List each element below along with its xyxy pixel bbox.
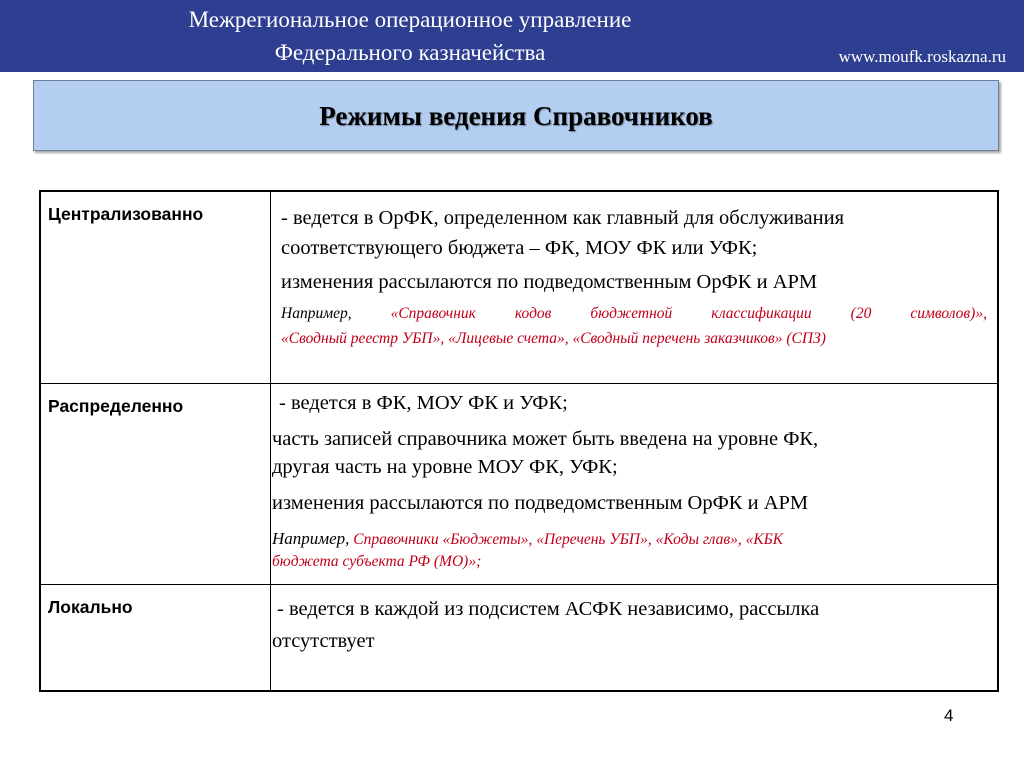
- example-word: кодов: [514, 305, 552, 322]
- row-label: Локально: [48, 597, 133, 617]
- header-org-line1: Межрегиональное операционное управление: [188, 7, 632, 32]
- row-label: Централизованно: [48, 204, 204, 224]
- content-line: соответствующего бюджета – ФК, МОУ ФК или УФК;: [281, 237, 758, 259]
- example-prefix: Например,: [281, 305, 352, 322]
- content-line: другая часть на уровне МОУ ФК, УФК;: [272, 456, 618, 478]
- slide-title: Режимы ведения Справочников: [319, 101, 713, 131]
- content-line: - ведется в ОрФК, определенном как главный для обслуживания: [281, 207, 845, 229]
- row-label: Распределенно: [48, 396, 184, 416]
- slide-header: [0, 0, 1024, 72]
- title-box: [33, 80, 999, 151]
- example-word: классификации: [711, 305, 812, 322]
- content-line: - ведется в каждой из подсистем АСФК независимо, рассылка: [277, 598, 820, 620]
- row-label-cell: [41, 192, 271, 383]
- table-row-local: [41, 585, 997, 690]
- row-label-cell: [41, 585, 271, 690]
- table-row-distributed: [41, 384, 997, 585]
- example-word: символов)»,: [910, 305, 987, 322]
- example-text: «Сводный реестр УБП», «Лицевые счета», «Сводный перечень заказчиков» (СПЗ): [281, 330, 826, 347]
- row-label-cell: [41, 384, 271, 584]
- row-content-cell: [271, 585, 997, 690]
- example-line: [281, 304, 987, 324]
- content-line: отсутствует: [272, 630, 375, 652]
- example-text: бюджета субъекта РФ (МО)»;: [272, 553, 482, 570]
- page-number: 4: [944, 706, 954, 725]
- content-line: - ведется в ФК, МОУ ФК и УФК;: [279, 392, 568, 414]
- example-line: [272, 529, 783, 550]
- row-content-cell: [271, 192, 997, 383]
- content-line: часть записей справочника может быть введена на уровне ФК,: [272, 428, 819, 450]
- header-org-line2: Федерального казначейства: [274, 40, 546, 65]
- content-line: изменения рассылаются по подведомственным ОрФК и АРМ: [281, 271, 818, 293]
- example-word: бюджетной: [590, 305, 673, 322]
- example-word: (20: [850, 305, 872, 322]
- header-url[interactable]: www.moufk.roskazna.ru: [838, 47, 1006, 66]
- table-row-centralized: [41, 192, 997, 384]
- example-text: Справочники «Бюджеты», «Перечень УБП», «Коды глав», «КБК: [353, 531, 784, 548]
- modes-table: [39, 190, 999, 692]
- row-content-cell: [271, 384, 997, 584]
- content-line: изменения рассылаются по подведомственным ОрФК и АРМ: [272, 492, 809, 514]
- example-line: [272, 552, 481, 572]
- example-prefix: Например,: [272, 529, 350, 548]
- example-line: [281, 329, 826, 349]
- example-word: «Справочник: [390, 305, 476, 322]
